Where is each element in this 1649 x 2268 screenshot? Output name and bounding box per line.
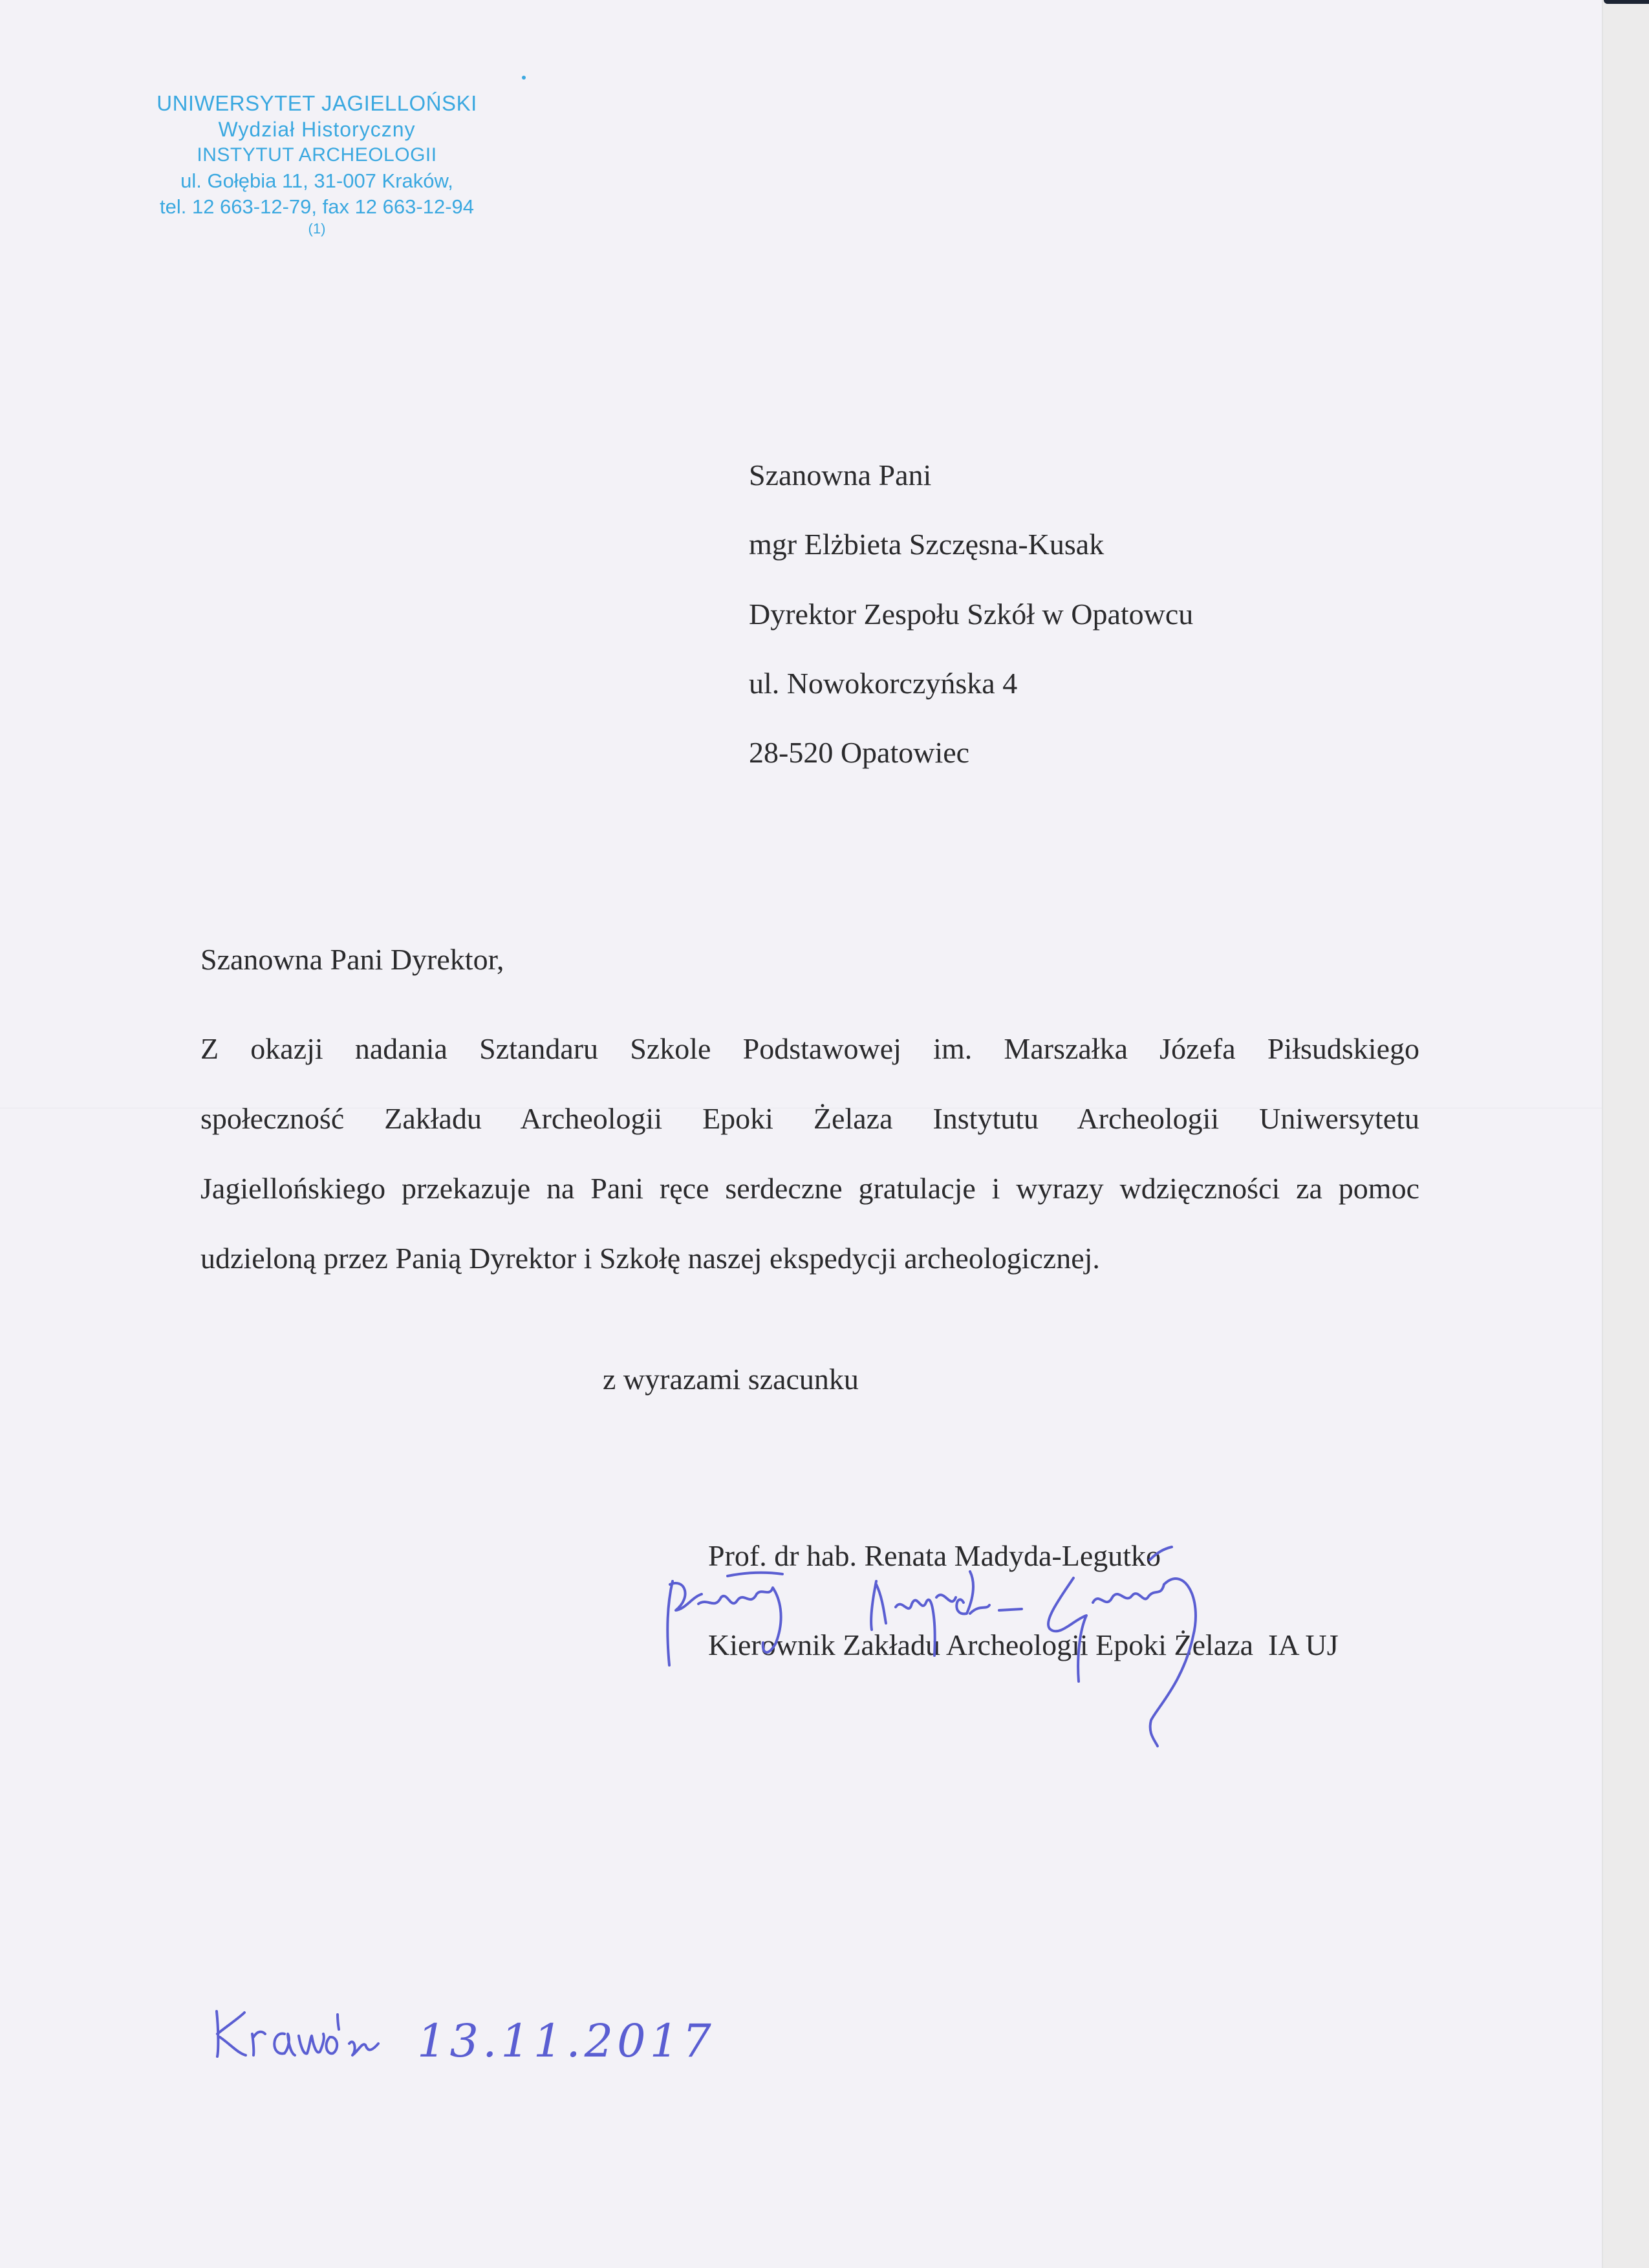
- body-line: Z okazji nadania Sztandaru Szkole Podstawowej im. Marszałka Józefa Piłsudskiego: [200, 1032, 1419, 1065]
- stamp-university: UNIWERSYTET JAGIELLOŃSKI: [156, 91, 477, 115]
- recipient-greeting: Szanowna Pani: [749, 459, 932, 491]
- body-line: Jagiellońskiego przekazuje na Pani ręce serdeczne gratulacje i wyrazy wdzięczności za pomoc: [200, 1172, 1419, 1205]
- recipient-city: 28-520 Opatowiec: [749, 736, 970, 769]
- signatory-position: Kierownik Zakładu Archeologii Epoki Żelaza IA UJ: [708, 1628, 1339, 1661]
- salutation: Szanowna Pani Dyrektor,: [200, 943, 504, 976]
- stamp-phone-fax: tel. 12 663-12-79, fax 12 663-12-94: [159, 195, 474, 218]
- stamp-address: ul. Gołębia 11, 31-007 Kraków,: [180, 169, 453, 192]
- handwritten-date-text: 13.11.2017: [417, 2014, 715, 2068]
- stamp-faculty: Wydział Historyczny: [218, 118, 416, 141]
- signatory-name: Prof. dr hab. Renata Madyda-Legutko: [708, 1539, 1161, 1572]
- scan-edge-corner: [1604, 0, 1649, 4]
- closing: z wyrazami szacunku: [603, 1363, 859, 1396]
- recipient-street: ul. Nowokorczyńska 4: [749, 667, 1018, 700]
- institution-stamp: [113, 91, 521, 238]
- recipient-name: mgr Elżbieta Szczęsna-Kusak: [749, 528, 1105, 561]
- stamp-institute: INSTYTUT ARCHEOLOGII: [197, 144, 437, 166]
- scan-edge-strip: [1602, 0, 1649, 2268]
- stamp-ink-dot: [522, 76, 526, 80]
- body-line: udzieloną przez Panią Dyrektor i Szkołę naszej ekspedycji archeologicznej.: [200, 1242, 1100, 1275]
- letter-body: [200, 1014, 1419, 1293]
- body-line: społeczność Zakładu Archeologii Epoki Żelaza Instytutu Archeologii Uniwersytetu: [200, 1102, 1419, 1135]
- stamp-number: (1): [308, 221, 326, 237]
- recipient-title: Dyrektor Zespołu Szkół w Opatowcu: [749, 598, 1194, 631]
- handwritten-date: [417, 2014, 715, 2068]
